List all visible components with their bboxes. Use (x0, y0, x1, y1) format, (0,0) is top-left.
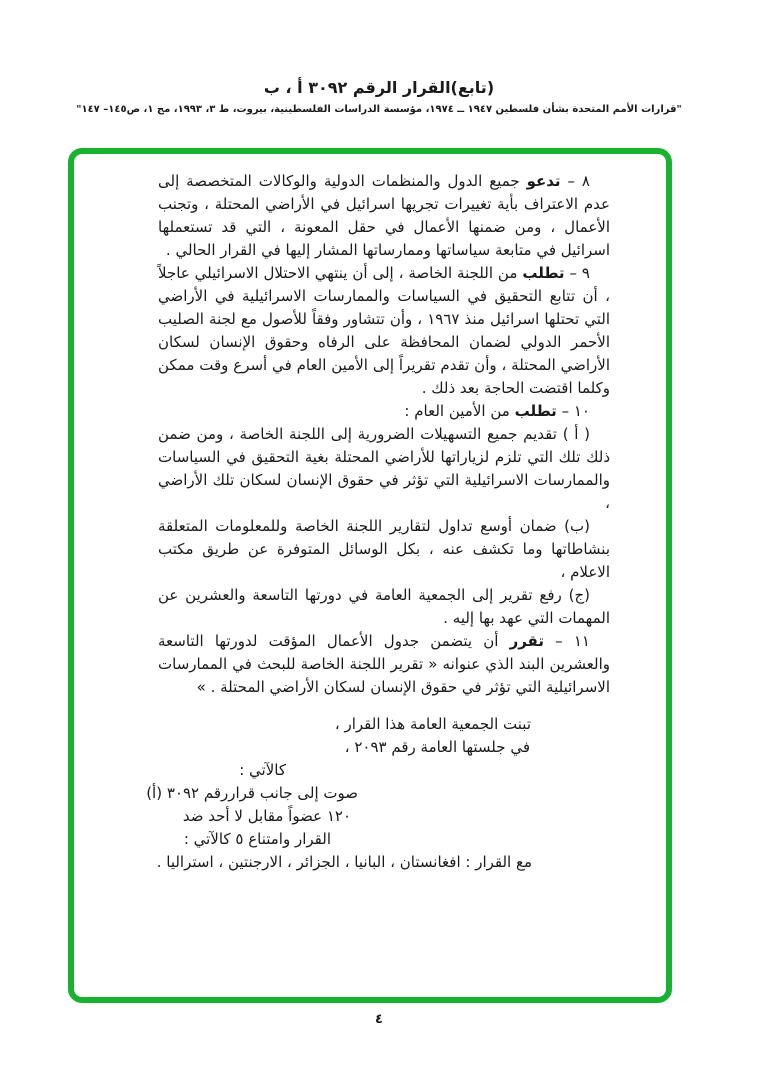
clause-10-a (158, 423, 610, 515)
clause-10-text: من الأمين العام : (404, 402, 510, 420)
clause-9 (158, 262, 610, 400)
clause-10-b-number: (ب) (564, 517, 590, 535)
adoption-line: ١٢٠ عضواً مقابل لا أحد ضد (182, 807, 351, 825)
adoption-note (146, 713, 610, 874)
clause-10-a-number: ( أ ) (562, 425, 590, 443)
clause-10-a-text: تقديم جميع التسهيلات الضرورية إلى اللجنة الخاصة ، ومن ضمن ذلك تلك التي تلزم لزياراتها للأراضي المحتلة بغية التحقيق في السياسات والممارسات الاسرائيلية التي تؤثر في حقوق الإنسان لسكان تلك الأراضي ، (158, 425, 610, 512)
clause-9-number: ٩ – (569, 264, 590, 282)
clause-10 (158, 400, 610, 423)
adoption-line: صوت إلى جانب قراررقم ٣٠٩٢ (أ) (146, 784, 358, 802)
adoption-line: القرار وامتناع ٥ كالآتي : (183, 830, 331, 848)
clause-9-text: من اللجنة الخاصة ، إلى أن ينتهي الاحتلال الاسرائيلي عاجلاً ، أن تتابع التحقيق في السياسات والممارسات الاسرائيلية في الأراضي التي تحتلها اسرائيل منذ ١٩٦٧ ، وأن تتشاور وفقاً للأصول مع لجنة الصليب الأحمر الدولي لضمان المحافظة على الرفاه وحقوق الإنسان لسكان الأراضي المحتلة ، وأن تقدم تقريراً إلى الأمين العام في أسرع وقت ممكن وكلما اقتضت الحاجة بعد ذلك . (158, 264, 610, 397)
source-citation: "قرارات الأمم المتحدة بشأن فلسطين ١٩٤٧ ــ ١٩٧٤، مؤسسة الدراسات الفلسطينية، بيروت، ط ٣، ١٩٩٣، مج ١، ص١٤٥– ١٤٧" (76, 104, 682, 115)
clause-10-lead-word: تطلب (514, 402, 557, 420)
clause-10-c-text: رفع تقرير إلى الجمعية العامة في دورتها التاسعة والعشرين عن المهمات التي عهد بها إليه . (158, 586, 610, 627)
clause-10-b-text: ضمان أوسع تداول لتقارير اللجنة الخاصة وللمعلومات المتعلقة بنشاطاتها وما تكشف عنه ، بكل الوسائل المتوفرة عن طريق مكتب الاعلام ، (158, 517, 610, 581)
clause-10-b (158, 515, 610, 584)
adoption-line: تبنت الجمعية العامة هذا القرار ، (334, 715, 531, 733)
clause-10-c-number: (ج) (568, 586, 590, 604)
page-number: ٤ (375, 1012, 383, 1027)
resolution-body (146, 170, 610, 874)
clause-11-text: أن يتضمن جدول الأعمال المؤقت لدورتها التاسعة والعشرين البند الذي عنوانه « تقرير اللجنة الخاصة للبحث في الممارسات الاسرائيلية التي تؤثر في حقوق الإنسان لسكان الأراضي المحتلة . » (158, 632, 610, 696)
clause-8 (158, 170, 610, 262)
clause-9-lead-word: تطلب (522, 264, 565, 282)
clause-10-number: ١٠ – (561, 402, 590, 420)
clause-11-number: ١١ – (555, 632, 590, 650)
clause-11 (158, 630, 610, 699)
clause-10-c (158, 584, 610, 630)
document-title: (تابع)القرار الرقم ٣٠٩٢ أ ، ب (263, 78, 495, 97)
adoption-line: مع القرار : افغانستان ، البانيا ، الجزائر ، الارجنتين ، استراليا . (156, 853, 532, 871)
clause-8-text: جميع الدول والمنظمات الدولية والوكالات المتخصصة إلى عدم الاعتراف بأية تغييرات تجريها اسرائيل في الأراضي المحتلة ، وتجنب الأعمال ، ومن ضمنها الأعمال في حقل المعونة ، التي قد تستعملها اسرائيل في متابعة سياساتها وممارساتها المشار إليها في القرار الحالي . (158, 172, 610, 259)
adoption-line: في جلستها العامة رقم ٢٠٩٣ ، (344, 738, 530, 756)
clause-8-lead-word: تدعو (526, 172, 561, 190)
adoption-line: كالآتي : (239, 761, 286, 779)
clause-11-lead-word: تقرر (509, 632, 544, 650)
clause-8-number: ٨ – (567, 172, 590, 190)
